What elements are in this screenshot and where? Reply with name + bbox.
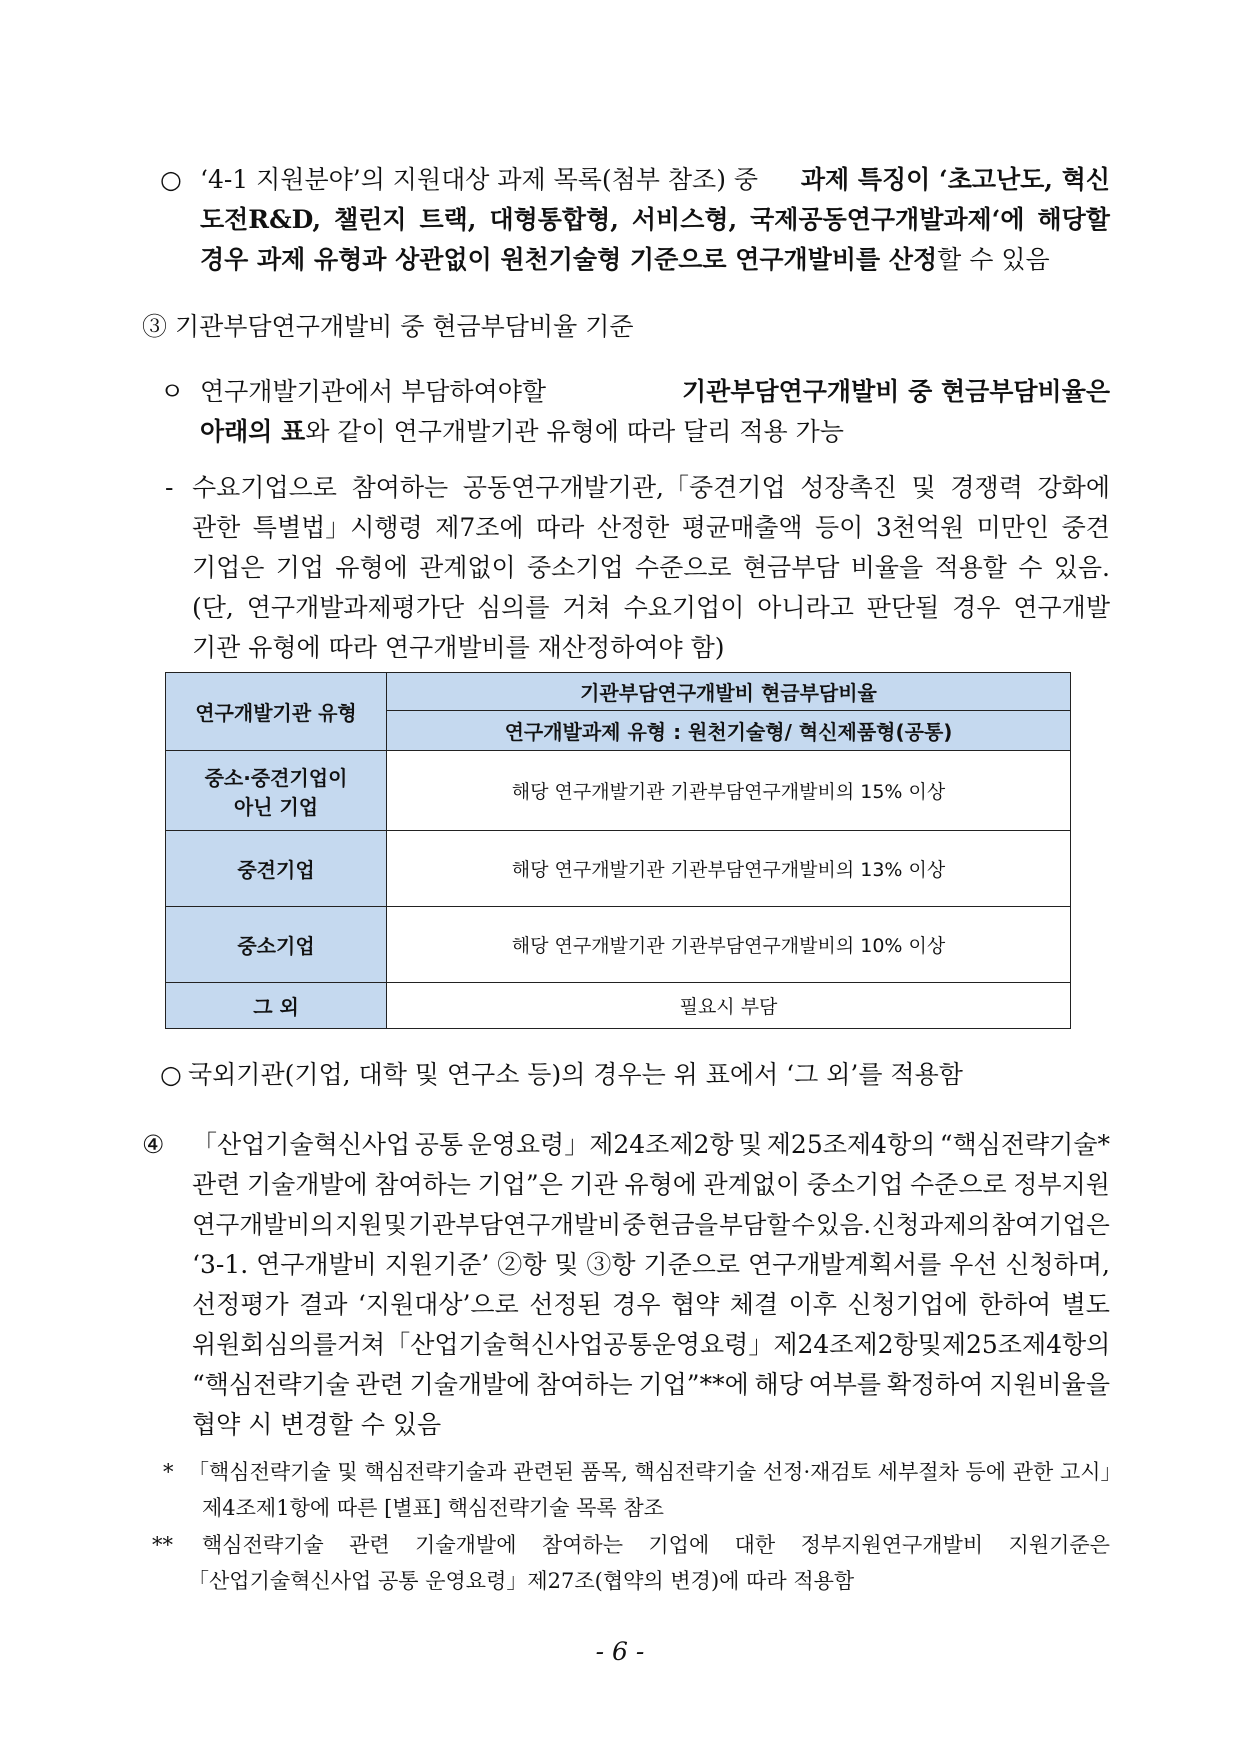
bullet-circle: ○ — [160, 1060, 182, 1089]
footnote2-line1: 핵심전략기술 관련 기술개발에 참여하는 기업에 대한 정부지원연구개발비 지원기준은 — [202, 1533, 1110, 1557]
row-rate: 해당 연구개발기관 기관부담연구개발비의 15% 이상 — [387, 751, 1071, 831]
table-row — [166, 751, 1071, 831]
bullet-o: ㅇ — [160, 377, 185, 406]
section4-line: 선정평가 결과 ‘지원대상’으로 선정된 경우 협약 체결 이후 신청기업에 한하여 별도 — [192, 1290, 1110, 1319]
row-rate: 해당 연구개발기관 기관부담연구개발비의 10% 이상 — [387, 907, 1071, 983]
para3-line: 수요기업으로 참여하는 공동연구개발기관,「중견기업 성장촉진 및 경쟁력 강화에 — [192, 473, 1110, 502]
section4-line: ‘3-1. 연구개발비 지원기준’ ②항 및 ③항 기준으로 연구개발계획서를 우선 신청하며, — [192, 1250, 1110, 1279]
para3-line: (단, 연구개발과제평가단 심의를 거쳐 수요기업이 아니라고 판단될 경우 연구개발 — [192, 593, 1110, 622]
section4-number: ④ — [142, 1130, 165, 1159]
section4-line: 관련 기술개발에 참여하는 기업”은 기관 유형에 관계없이 중소기업 수준으로 정부지원 — [192, 1170, 1110, 1199]
section3-heading: ③ 기관부담연구개발비 중 현금부담비율 기준 — [142, 312, 634, 341]
table-row — [166, 983, 1071, 1029]
page-number: - 6 - — [595, 1637, 645, 1666]
para1-line3: 경우 과제 유형과 상관없이 원천기술형 기준으로 연구개발비를 산정할 수 있음 — [200, 245, 1050, 274]
para3-line: 관한 특별법」시행령 제7조에 따라 산정한 평균매출액 등이 3천억원 미만인 중견 — [192, 513, 1110, 542]
section4-line: 협약 시 변경할 수 있음 — [192, 1410, 442, 1439]
para3-line: 기업은 기업 유형에 관계없이 중소기업 수준으로 현금부담 비율을 적용할 수 있음. — [192, 553, 1110, 582]
para1-line1: ‘4-1 지원분야’의 지원대상 과제 목록(첨부 참조) 중 과제 특징이 ‘초고난도, 혁신 — [200, 165, 1110, 194]
row-type: 중소·중견기업이 아닌 기업 — [166, 751, 387, 831]
para2-line2: 아래의 표와 같이 연구개발기관 유형에 따라 달리 적용 가능 — [200, 417, 844, 446]
section4-line: “핵심전략기술 관련 기술개발에 참여하는 기업”**에 해당 여부를 확정하여 지원비율을 — [192, 1370, 1110, 1399]
row-type: 그 외 — [166, 983, 387, 1029]
table-row — [166, 831, 1071, 907]
footnote1-line2: 제4조제1항에 따른 [별표] 핵심전략기술 목록 참조 — [202, 1496, 664, 1520]
section4-line: 위원회 심의를 거쳐 「산업기술혁신사업 공통 운영요령」 제24조제2항 및 제25조제4항의 — [192, 1330, 1111, 1359]
footnote1-line1: 「핵심전략기술 및 핵심전략기술과 관련된 품목, 핵심전략기술 선정·재검토 세부절차 등에 관한 고시」 — [188, 1460, 1122, 1484]
para4-text: 국외기관(기업, 대학 및 연구소 등)의 경우는 위 표에서 ‘그 외’를 적용함 — [188, 1060, 963, 1089]
table-row — [166, 907, 1071, 983]
footnote2-line2: 「산업기술혁신사업 공통 운영요령」제27조(협약의 변경)에 따라 적용함 — [188, 1569, 855, 1593]
cash-burden-rate-table — [165, 672, 1071, 1029]
bullet-circle: ○ — [160, 165, 182, 194]
table-header-org-type: 연구개발기관 유형 — [166, 673, 387, 751]
footnote-mark: ** — [152, 1533, 173, 1557]
para1-line2: 도전R&D, 챌린지 트랙, 대형통합형, 서비스형, 국제공동연구개발과제‘에 해당할 — [200, 205, 1110, 234]
section4-line: 연구개발비의 지원 및 기관부담연구개발비 중 현금을 부담할 수 있음. 신청과제의 참여기업은 — [192, 1210, 1110, 1239]
row-type: 중견기업 — [166, 831, 387, 907]
footnote-mark: * — [163, 1460, 174, 1484]
para3-line: 기관 유형에 따라 연구개발비를 재산정하여야 함) — [192, 633, 725, 662]
row-rate: 해당 연구개발기관 기관부담연구개발비의 13% 이상 — [387, 831, 1071, 907]
para2-line1: 연구개발기관에서 부담하여야할 기관부담연구개발비 중 현금부담비율은 — [200, 377, 1110, 406]
row-rate: 필요시 부담 — [387, 983, 1071, 1029]
table-header-sub: 연구개발과제 유형 : 원천기술형/ 혁신제품형(공통) — [387, 711, 1071, 751]
row-type: 중소기업 — [166, 907, 387, 983]
table-header-group: 기관부담연구개발비 현금부담비율 — [387, 673, 1071, 711]
section4-line: 「산업기술혁신사업 공통 운영요령」제24조제2항 및 제25조제4항의 “핵심전략기술* — [192, 1130, 1110, 1159]
bullet-dash: - — [165, 473, 174, 502]
